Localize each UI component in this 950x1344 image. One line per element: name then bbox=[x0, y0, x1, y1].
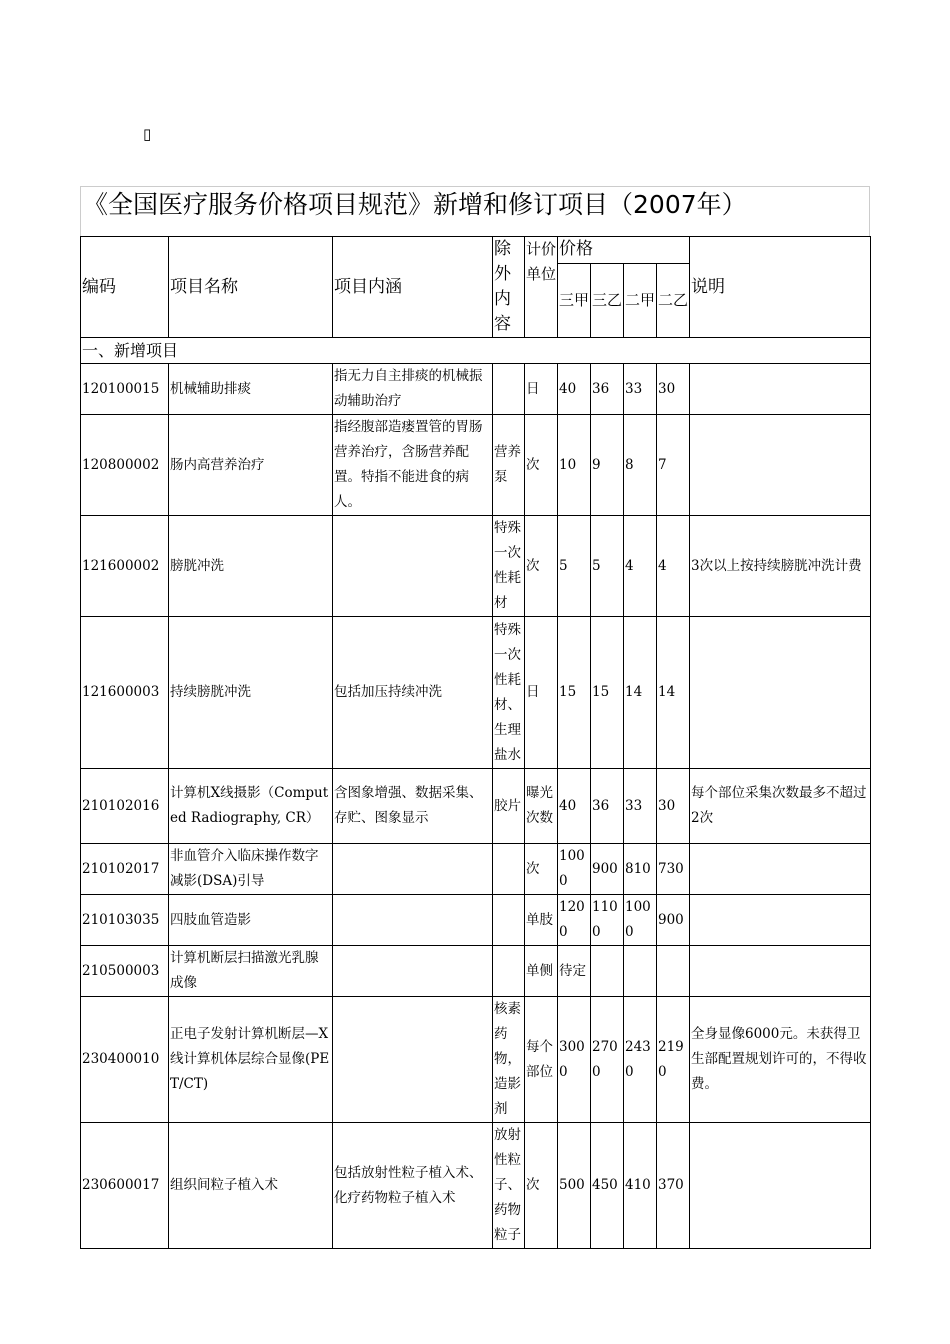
cell-name: 组织间粒子植入术 bbox=[169, 1123, 333, 1249]
cell-unit: 单侧 bbox=[525, 946, 558, 997]
table-row bbox=[81, 415, 871, 516]
cell-price-2a: 33 bbox=[624, 364, 657, 415]
cell-content: 指经腹部造瘘置管的胃肠营养治疗，含肠营养配置。特指不能进食的病人。 bbox=[333, 415, 493, 516]
cell-price-2a: 4 bbox=[624, 516, 657, 617]
cell-price-2b: 30 bbox=[657, 769, 690, 844]
cell-code: 210500003 bbox=[81, 946, 169, 997]
header-excluded: 除外内容 bbox=[493, 237, 525, 338]
cell-price-3a: 15 bbox=[558, 617, 591, 769]
header-code: 编码 bbox=[81, 237, 169, 338]
cell-price-2a: 2430 bbox=[624, 997, 657, 1123]
cell-price-2b: 2190 bbox=[657, 997, 690, 1123]
cell-note: 3次以上按持续膀胱冲洗计费 bbox=[690, 516, 871, 617]
cell-note bbox=[690, 415, 871, 516]
cell-price-3a: 40 bbox=[558, 364, 591, 415]
cell-price-3a: 1200 bbox=[558, 895, 591, 946]
cell-name: 膀胱冲洗 bbox=[169, 516, 333, 617]
cell-price-3b: 450 bbox=[591, 1123, 624, 1249]
cell-price-2a: 14 bbox=[624, 617, 657, 769]
cell-price-3a: 1000 bbox=[558, 844, 591, 895]
cell-code: 121600003 bbox=[81, 617, 169, 769]
cell-price-3a: 40 bbox=[558, 769, 591, 844]
cell-price-3b bbox=[591, 946, 624, 997]
cell-note bbox=[690, 364, 871, 415]
cell-content bbox=[333, 895, 493, 946]
cell-price-2b: 4 bbox=[657, 516, 690, 617]
cell-price-3a: 3000 bbox=[558, 997, 591, 1123]
cell-excluded bbox=[493, 946, 525, 997]
table-row bbox=[81, 1123, 871, 1249]
cell-price-3b: 900 bbox=[591, 844, 624, 895]
cell-price-3b: 1100 bbox=[591, 895, 624, 946]
cell-price-3b: 9 bbox=[591, 415, 624, 516]
table-row bbox=[81, 769, 871, 844]
cell-code: 121600002 bbox=[81, 516, 169, 617]
cell-price-2b: 730 bbox=[657, 844, 690, 895]
cell-price-2a bbox=[624, 946, 657, 997]
cell-price-2b: 370 bbox=[657, 1123, 690, 1249]
cell-price-3a: 5 bbox=[558, 516, 591, 617]
cell-name: 非血管介入临床操作数字减影(DSA)引导 bbox=[169, 844, 333, 895]
table-row bbox=[81, 997, 871, 1123]
placeholder-glyph: ▯ bbox=[143, 125, 152, 143]
header-row bbox=[81, 237, 871, 264]
cell-note bbox=[690, 946, 871, 997]
cell-excluded: 特殊一次性耗材 bbox=[493, 516, 525, 617]
cell-code: 120800002 bbox=[81, 415, 169, 516]
cell-name: 计算机X线摄影（Computed Radiography, CR） bbox=[169, 769, 333, 844]
cell-code: 230600017 bbox=[81, 1123, 169, 1249]
document-title: 《全国医疗服务价格项目规范》新增和修订项目（2007年） bbox=[80, 186, 870, 236]
section-row bbox=[81, 338, 871, 364]
cell-code: 210102016 bbox=[81, 769, 169, 844]
cell-excluded: 特殊一次性耗材、生理盐水 bbox=[493, 617, 525, 769]
cell-content: 包括放射性粒子植入术、化疗药物粒子植入术 bbox=[333, 1123, 493, 1249]
cell-unit: 日 bbox=[525, 364, 558, 415]
cell-name: 计算机断层扫描激光乳腺成像 bbox=[169, 946, 333, 997]
cell-price-2a: 8 bbox=[624, 415, 657, 516]
cell-price-2a: 1000 bbox=[624, 895, 657, 946]
header-price-col: 二乙 bbox=[657, 263, 690, 337]
cell-name: 肠内高营养治疗 bbox=[169, 415, 333, 516]
cell-content bbox=[333, 516, 493, 617]
cell-note bbox=[690, 1123, 871, 1249]
cell-content bbox=[333, 946, 493, 997]
cell-unit: 次 bbox=[525, 516, 558, 617]
cell-content bbox=[333, 844, 493, 895]
cell-name: 机械辅助排痰 bbox=[169, 364, 333, 415]
cell-unit: 日 bbox=[525, 617, 558, 769]
header-price-col: 二甲 bbox=[624, 263, 657, 337]
cell-note: 每个部位采集次数最多不超过2次 bbox=[690, 769, 871, 844]
cell-price-3b: 15 bbox=[591, 617, 624, 769]
section-label: 一、新增项目 bbox=[81, 338, 871, 364]
cell-code: 210102017 bbox=[81, 844, 169, 895]
header-price-col: 三甲 bbox=[558, 263, 591, 337]
table-row bbox=[81, 844, 871, 895]
cell-unit: 单肢 bbox=[525, 895, 558, 946]
cell-price-3b: 36 bbox=[591, 364, 624, 415]
cell-note bbox=[690, 617, 871, 769]
cell-unit: 次 bbox=[525, 415, 558, 516]
cell-price-2b: 7 bbox=[657, 415, 690, 516]
cell-price-3a: 待定 bbox=[558, 946, 591, 997]
cell-unit: 次 bbox=[525, 844, 558, 895]
table-row bbox=[81, 516, 871, 617]
cell-note bbox=[690, 844, 871, 895]
table-row bbox=[81, 617, 871, 769]
cell-unit: 次 bbox=[525, 1123, 558, 1249]
cell-price-3a: 500 bbox=[558, 1123, 591, 1249]
cell-unit: 每个部位 bbox=[525, 997, 558, 1123]
cell-price-2b: 30 bbox=[657, 364, 690, 415]
cell-note: 全身显像6000元。未获得卫生部配置规划许可的，不得收费。 bbox=[690, 997, 871, 1123]
cell-code: 230400010 bbox=[81, 997, 169, 1123]
cell-price-2a: 33 bbox=[624, 769, 657, 844]
header-content: 项目内涵 bbox=[333, 237, 493, 338]
table-row bbox=[81, 895, 871, 946]
cell-price-2a: 810 bbox=[624, 844, 657, 895]
cell-content: 含图象增强、数据采集、存贮、图象显示 bbox=[333, 769, 493, 844]
cell-note bbox=[690, 895, 871, 946]
cell-content: 包括加压持续冲洗 bbox=[333, 617, 493, 769]
header-unit: 计价单位 bbox=[525, 237, 558, 338]
cell-price-2b: 900 bbox=[657, 895, 690, 946]
cell-excluded: 放射性粒子、药物粒子 bbox=[493, 1123, 525, 1249]
cell-price-3b: 5 bbox=[591, 516, 624, 617]
cell-price-3b: 2700 bbox=[591, 997, 624, 1123]
header-name: 项目名称 bbox=[169, 237, 333, 338]
cell-unit: 曝光次数 bbox=[525, 769, 558, 844]
price-table bbox=[80, 236, 871, 1249]
cell-price-2b bbox=[657, 946, 690, 997]
table-row bbox=[81, 364, 871, 415]
cell-price-3b: 36 bbox=[591, 769, 624, 844]
cell-excluded bbox=[493, 844, 525, 895]
cell-excluded: 营养泵 bbox=[493, 415, 525, 516]
cell-name: 正电子发射计算机断层—X线计算机体层综合显像(PET/CT) bbox=[169, 997, 333, 1123]
header-note: 说明 bbox=[690, 237, 871, 338]
cell-price-3a: 10 bbox=[558, 415, 591, 516]
header-price-col: 三乙 bbox=[591, 263, 624, 337]
cell-content: 指无力自主排痰的机械振动辅助治疗 bbox=[333, 364, 493, 415]
cell-code: 210103035 bbox=[81, 895, 169, 946]
document bbox=[80, 186, 870, 1249]
cell-excluded bbox=[493, 895, 525, 946]
cell-excluded: 胶片 bbox=[493, 769, 525, 844]
cell-price-2a: 410 bbox=[624, 1123, 657, 1249]
cell-excluded bbox=[493, 364, 525, 415]
cell-excluded: 核素药物，造影剂 bbox=[493, 997, 525, 1123]
cell-price-2b: 14 bbox=[657, 617, 690, 769]
cell-content bbox=[333, 997, 493, 1123]
cell-name: 持续膀胱冲洗 bbox=[169, 617, 333, 769]
header-price: 价格 bbox=[558, 237, 690, 264]
cell-code: 120100015 bbox=[81, 364, 169, 415]
cell-name: 四肢血管造影 bbox=[169, 895, 333, 946]
table-row bbox=[81, 946, 871, 997]
